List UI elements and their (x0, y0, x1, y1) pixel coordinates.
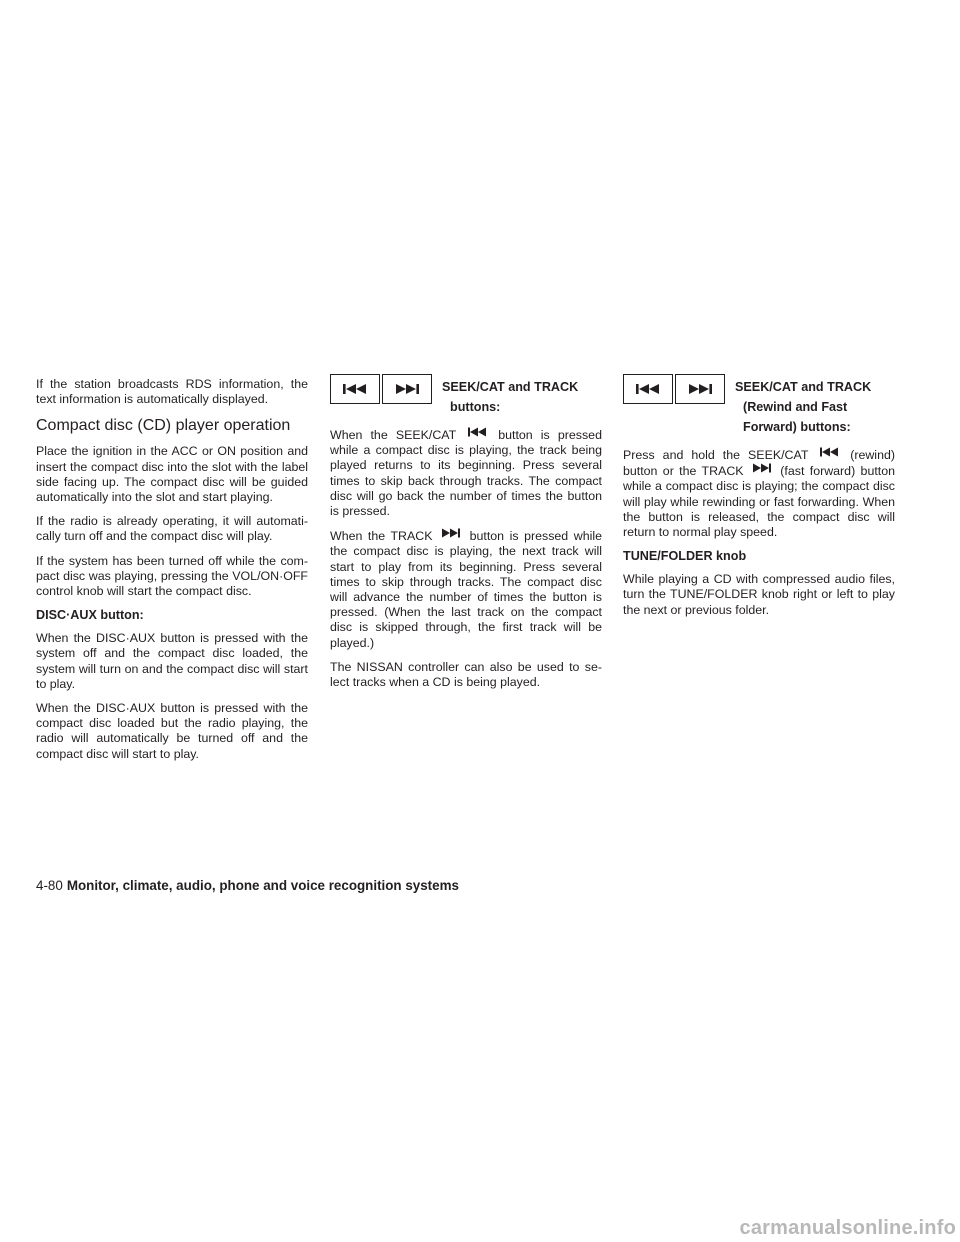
skip-forward-icon (687, 383, 713, 395)
hold-text-a: Press and hold the SEEK/CAT (623, 448, 809, 462)
section-title: Monitor, climate, audio, phone and voice recognition systems (66, 878, 459, 893)
seek-track-heading-text (442, 377, 578, 417)
skip-forward-button-box (382, 374, 432, 404)
seek-track-heading (330, 377, 602, 417)
rewind-button-box (623, 374, 673, 404)
system-off-paragraph: If the system has been turned off while the com-pact disc was playing, pressing the VOL/ON·OFF control knob will start the compact disc. (36, 553, 308, 599)
tune-folder-paragraph: While playing a CD with compressed audio files, turn the TUNE/FOLDER knob right or left to play the next or previous folder. (623, 572, 895, 617)
heading-line-3: Forward) buttons: (743, 420, 851, 434)
nissan-controller-paragraph: The NISSAN controller can also be used to se-lect tracks when a CD is being played. (330, 659, 602, 690)
seek-text-b: button is pressed while a compact disc is playing, the track being played returns to its beginning. Press several times to skip back through tracks. The compact disc will go back the number of times the button is pressed. (330, 428, 602, 519)
disc-aux-subheading: DISC·AUX button: (36, 608, 144, 623)
heading-line-1: SEEK/CAT and TRACK (442, 380, 579, 394)
column-3 (623, 377, 895, 627)
skip-back-icon (818, 447, 840, 457)
skip-back-icon (635, 383, 661, 395)
heading-line-2: buttons: (450, 400, 501, 414)
hold-text-c: (fast forward) button while a compact disc is playing; the compact disc will play while rewinding or fast forwarding. When the button is released, the compact disc will return to normal play speed. (623, 464, 896, 540)
column-1 (36, 377, 308, 771)
rds-paragraph: If the station broadcasts RDS information, the text information is automatically displayed. (36, 377, 308, 407)
disc-aux-paragraph-2: When the DISC·AUX button is pressed with the compact disc loaded but the radio playing, the radio will automatically be turned off and the compact disc will start to play. (36, 701, 308, 761)
insert-disc-paragraph: Place the ignition in the ACC or ON position and insert the compact disc into the slot with the label side facing up. The compact disc will be guided automatically into the slot and start playing. (36, 444, 308, 505)
fast-forward-button-box (675, 374, 725, 404)
press-hold-paragraph (623, 447, 895, 540)
track-text-a: When the TRACK (330, 529, 433, 544)
seek-paragraph (330, 427, 602, 519)
page-number: 4-80 (36, 878, 63, 893)
column-2 (330, 377, 602, 699)
skip-back-icon (342, 383, 368, 395)
rewind-ff-heading (623, 377, 895, 437)
disc-aux-paragraph-1: When the DISC·AUX button is pressed with the system off and the compact disc loaded, the system will turn on and the compact disc will start to play. (36, 631, 308, 691)
skip-forward-icon (394, 383, 420, 395)
skip-back-icon (466, 427, 488, 437)
seek-text-a: When the SEEK/CAT (330, 428, 456, 442)
tune-folder-subheading: TUNE/FOLDER knob (623, 549, 747, 564)
radio-operating-paragraph: If the radio is already operating, it will automati-cally turn off and the compact disc will play. (36, 514, 308, 544)
rewind-ff-heading-text (735, 377, 871, 437)
rewind-ff-button-illustration (623, 374, 725, 404)
section-heading-cd: Compact disc (CD) player operation (36, 417, 291, 435)
skip-forward-icon (440, 528, 462, 538)
heading-line-2: (Rewind and Fast (743, 400, 848, 414)
skip-back-button-box (330, 374, 380, 404)
track-paragraph (330, 528, 602, 651)
heading-line-1: SEEK/CAT and TRACK (735, 380, 872, 394)
skip-forward-icon (751, 463, 773, 473)
track-text-b: button is pressed while the compact disc is playing, the next track will start to play from its beginning. Press several times to skip through tracks. The compact disc will advance the number of times the button is pressed. (When the last track on the compact disc is skipped through, the first track will be played.) (330, 529, 602, 650)
hold-text-b: (rewind) button or the TRACK (623, 448, 895, 479)
page-footer (36, 878, 459, 893)
seek-track-button-illustration (330, 374, 432, 404)
watermark[interactable]: carmanualsonline.info (739, 1217, 956, 1239)
